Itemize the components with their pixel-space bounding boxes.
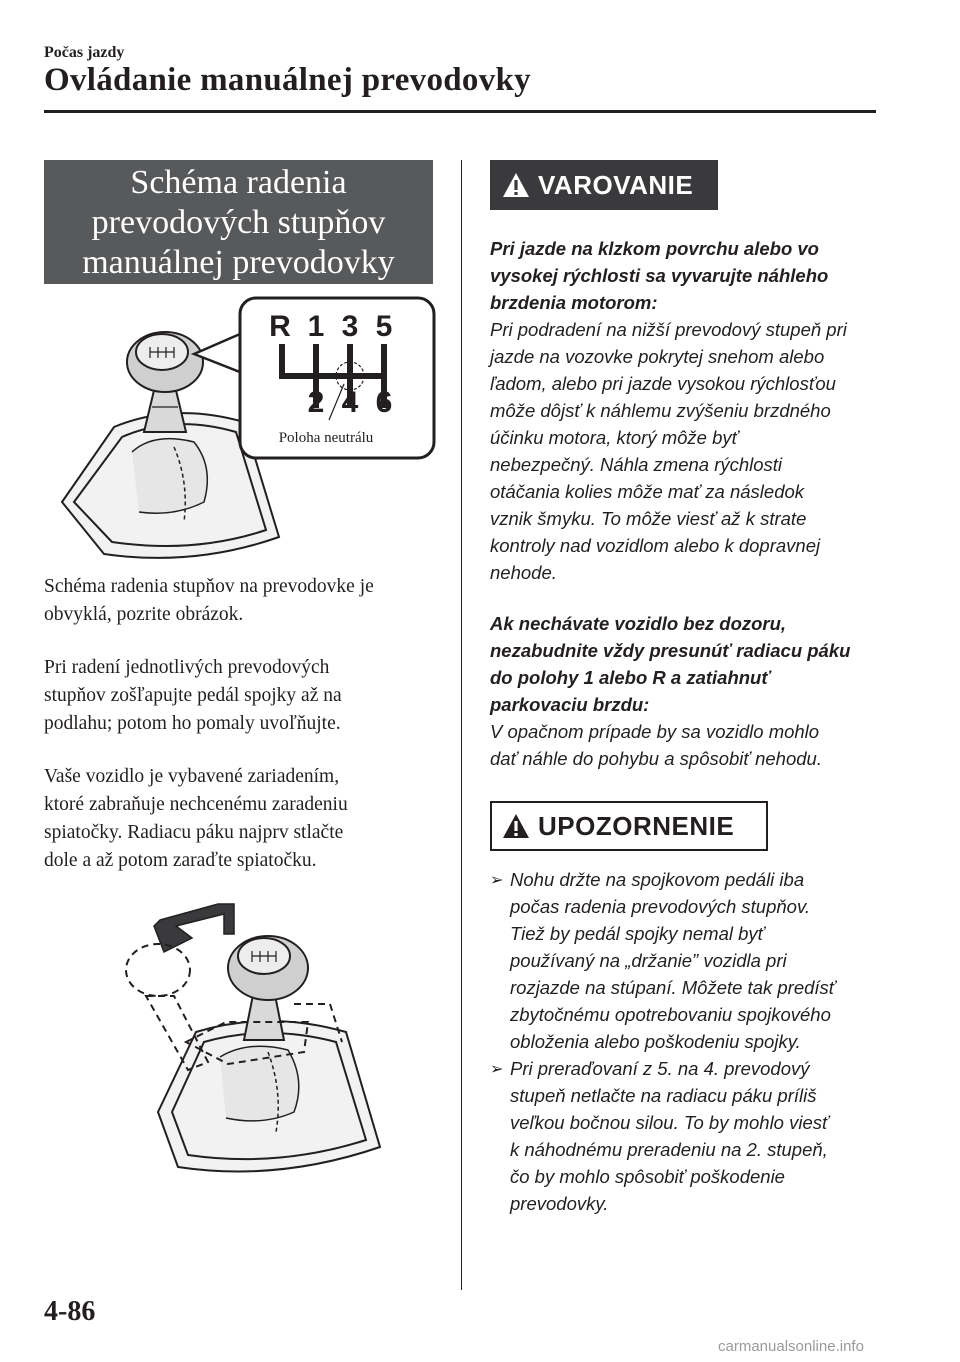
- warning-heading-line: Pri jazde na klzkom povrchu alebo vo: [490, 238, 819, 259]
- reverse-shift-figure: [118, 892, 408, 1198]
- text-line: jazde na vozovke pokrytej snehom alebo: [490, 346, 825, 367]
- text-line: môže dôjsť k náhlemu zvýšeniu brzdného: [490, 400, 831, 421]
- watermark-text: carmanualsonline.info: [718, 1338, 864, 1355]
- warning-heading-line: vysokej rýchlosti sa vyvarujte náhleho: [490, 265, 829, 286]
- text-line: otáčania kolies môže mať za následok: [490, 481, 805, 502]
- section-heading-line: prevodových stupňov: [91, 204, 386, 241]
- header-rule: [44, 110, 876, 113]
- text-line: veľkou bočnou silou. To by mohlo viesť: [510, 1112, 829, 1133]
- text-line: nehode.: [490, 562, 557, 583]
- gear-label-4: 4: [341, 386, 359, 419]
- text-line: Schéma radenia stupňov na prevodovke je: [44, 576, 374, 597]
- text-line: dole a až potom zaraďte spiatočku.: [44, 850, 317, 871]
- text-line: stupeň netlačte na radiacu páku príliš: [510, 1085, 817, 1106]
- warning-heading-line: nezabudnite vždy presunúť radiacu páku: [490, 640, 851, 661]
- caution-badge: [490, 801, 768, 851]
- shift-pattern-figure: [44, 292, 439, 564]
- caution-bullet-clutch: [490, 866, 890, 1055]
- warning-heading-line: Ak nechávate vozidlo bez dozoru,: [490, 613, 787, 634]
- caution-bullet-downshift: [490, 1055, 890, 1217]
- text-line: Pri radení jednotlivých prevodových: [44, 657, 330, 678]
- text-line: kontroly nad vozidlom alebo k dopravnej: [490, 535, 821, 556]
- section-heading: [44, 160, 433, 284]
- gear-label-2: 2: [307, 386, 325, 419]
- text-line: spiatočky. Radiacu páku najprv stlačte: [44, 822, 344, 843]
- gear-label-reverse: R: [269, 310, 291, 343]
- text-line: Vaše vozidlo je vybavené zariadením,: [44, 766, 340, 787]
- text-line: obvyklá, pozrite obrázok.: [44, 604, 244, 625]
- warning-label: VAROVANIE: [538, 169, 694, 200]
- paragraph-clutch: [44, 654, 444, 738]
- text-line: Tiež by pedál spojky nemal byť: [510, 923, 765, 944]
- caution-label: UPOZORNENIE: [538, 810, 735, 841]
- page-number: 4-86: [44, 1296, 96, 1327]
- warning-badge: [490, 160, 718, 210]
- warning-heading-line: parkovaciu brzdu:: [490, 694, 650, 715]
- text-line: V opačnom prípade by sa vozidlo mohlo: [490, 721, 820, 742]
- text-line: počas radenia prevodových stupňov.: [510, 896, 810, 917]
- paragraph-reverse-lockout: [44, 763, 444, 875]
- column-divider: [461, 160, 462, 1290]
- text-line: stupňov zošľapujte pedál spojky až na: [44, 685, 342, 706]
- section-heading-line: manuálnej prevodovky: [82, 244, 395, 281]
- warning-block-parking: [490, 610, 890, 772]
- text-line: k náhodnému preradeniu na 2. stupeň,: [510, 1139, 828, 1160]
- warning-heading-line: do polohy 1 alebo R a zatiahnuť: [490, 667, 771, 688]
- text-line: Nohu držte na spojkovom pedáli iba: [510, 869, 805, 890]
- text-line: Pri podradení na nižší prevodový stupeň pri: [490, 319, 847, 340]
- text-line: účinku motora, ktorý môže byť: [490, 427, 739, 448]
- text-line: čo by mohlo spôsobiť poškodenie: [510, 1166, 785, 1187]
- neutral-position-label: Poloha neutrálu: [278, 430, 374, 446]
- caution-triangle-icon: [502, 813, 530, 839]
- text-line: prevodovky.: [510, 1193, 609, 1214]
- gear-label-6: 6: [375, 386, 393, 419]
- gear-label-3: 3: [341, 310, 359, 343]
- gear-label-1: 1: [307, 310, 325, 343]
- text-line: dať náhle do pohybu a spôsobiť nehodu.: [490, 748, 822, 769]
- warning-heading-line: brzdenia motorom:: [490, 292, 658, 313]
- text-line: ktoré zabraňuje nechcenému zaradeniu: [44, 794, 348, 815]
- breadcrumb: Počas jazdy: [44, 44, 125, 61]
- warning-block-engine-braking: [490, 235, 890, 586]
- text-line: ľadom, alebo pri jazde vysokou rýchlosťou: [490, 373, 836, 394]
- text-line: rozjazde na stúpaní. Môžete tak predísť: [510, 977, 836, 998]
- bullet-arrow-icon: ➢: [490, 1059, 504, 1078]
- text-line: podlahu; potom ho pomaly uvoľňujte.: [44, 713, 341, 734]
- section-heading-line: Schéma radenia: [130, 164, 347, 201]
- page-title: Ovládanie manuálnej prevodovky: [44, 62, 531, 98]
- gear-label-5: 5: [375, 310, 393, 343]
- text-line: vznik šmyku. To môže viesť až k strate: [490, 508, 807, 529]
- text-line: nebezpečný. Náhla zmena rýchlosti: [490, 454, 783, 475]
- text-line: zbytočnému opotrebovaniu spojkového: [510, 1004, 831, 1025]
- text-line: používaný na „držanie” vozidla pri: [510, 950, 787, 971]
- text-line: obloženia alebo poškodeniu spojky.: [510, 1031, 801, 1052]
- bullet-arrow-icon: ➢: [490, 870, 504, 889]
- paragraph-shift-pattern: [44, 573, 444, 629]
- warning-triangle-icon: [502, 172, 530, 198]
- text-line: Pri preraďovaní z 5. na 4. prevodový: [510, 1058, 810, 1079]
